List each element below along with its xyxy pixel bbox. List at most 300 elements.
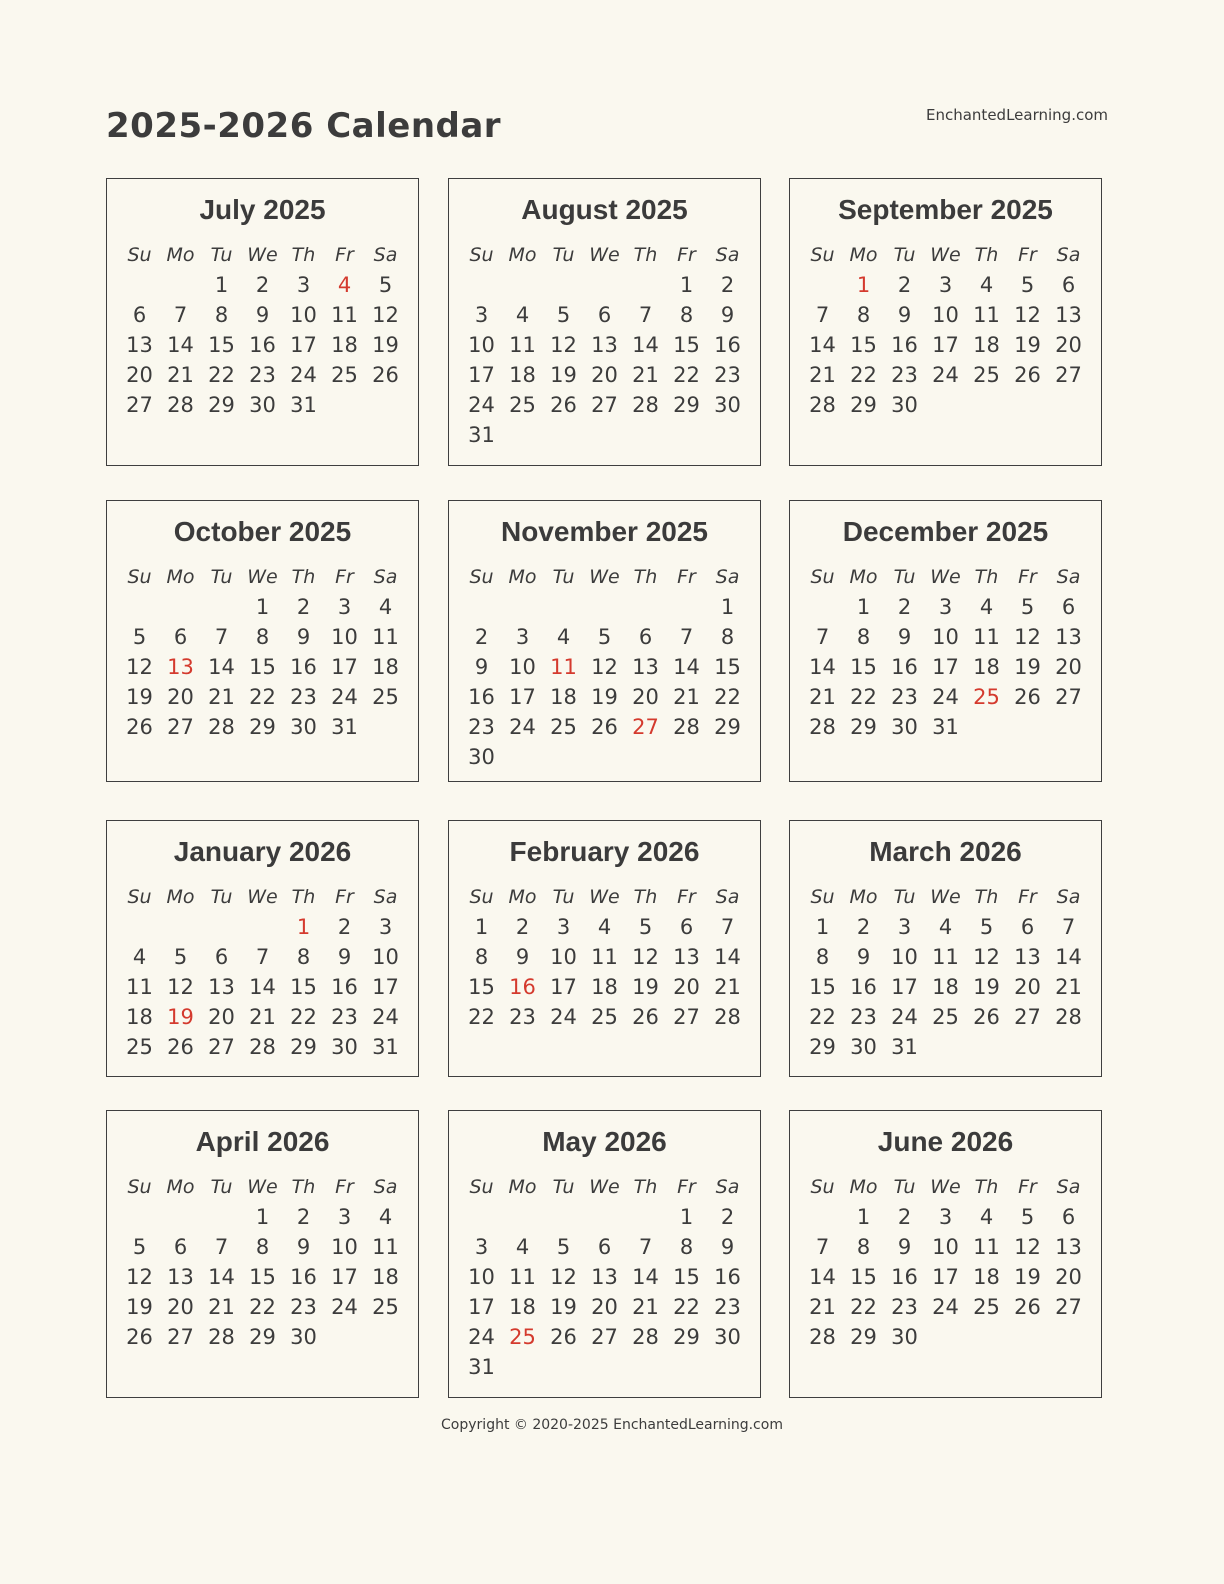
date-cell: 5 — [979, 915, 994, 939]
weekday-header: Th — [974, 244, 999, 266]
empty-cell — [1048, 1322, 1089, 1352]
date-cell: 28 — [632, 393, 659, 417]
date-cell: 30 — [249, 393, 276, 417]
date-cell: 17 — [509, 685, 536, 709]
date-cell: 6 — [173, 1235, 188, 1259]
date-cell: 6 — [1061, 1205, 1076, 1229]
date-cell: 4 — [979, 1205, 994, 1229]
date-cell: 26 — [126, 715, 153, 739]
date-cell: 5 — [556, 1235, 571, 1259]
date-cell: 15 — [249, 1265, 276, 1289]
date-cell: 7 — [173, 303, 188, 327]
date-cell: 17 — [468, 363, 495, 387]
weekday-header: Tu — [210, 244, 233, 266]
empty-cell — [584, 420, 625, 450]
date-cell: 9 — [720, 1235, 735, 1259]
date-cell: 28 — [809, 1325, 836, 1349]
date-cell: 25 — [372, 1295, 399, 1319]
date-cell: 18 — [932, 975, 959, 999]
date-cell: 12 — [126, 655, 153, 679]
date-cell: 20 — [591, 363, 618, 387]
empty-cell — [584, 1202, 625, 1232]
date-cell: 14 — [809, 1265, 836, 1289]
date-cell: 4 — [378, 1205, 393, 1229]
date-cell: 31 — [468, 423, 495, 447]
date-cell: 16 — [714, 333, 741, 357]
weekday-header-row — [119, 562, 406, 592]
date-cell: 3 — [938, 273, 953, 297]
week-row — [802, 942, 1089, 972]
weekday-header: Mo — [508, 886, 537, 908]
date-cell: 17 — [932, 333, 959, 357]
empty-cell — [160, 912, 201, 942]
weekday-header: We — [589, 886, 620, 908]
date-cell: 4 — [597, 915, 612, 939]
date-cell: 3 — [337, 595, 352, 619]
empty-cell — [707, 742, 748, 772]
empty-cell — [160, 592, 201, 622]
date-cell: 20 — [1055, 1265, 1082, 1289]
date-cell: 19 — [126, 1295, 153, 1319]
date-cell: 20 — [673, 975, 700, 999]
date-cell: 15 — [673, 333, 700, 357]
week-row — [461, 622, 748, 652]
week-row — [119, 300, 406, 330]
holiday-date: 25 — [509, 1325, 536, 1349]
date-cell: 1 — [679, 1205, 694, 1229]
date-cell: 16 — [891, 655, 918, 679]
empty-cell — [365, 712, 406, 742]
empty-cell — [461, 1202, 502, 1232]
date-cell: 24 — [468, 1325, 495, 1349]
date-cell: 9 — [897, 1235, 912, 1259]
date-cell: 2 — [474, 625, 489, 649]
weekday-header: Sa — [373, 1176, 398, 1198]
weekday-header: Su — [810, 566, 835, 588]
week-row — [461, 592, 748, 622]
date-cell: 8 — [720, 625, 735, 649]
date-cell: 31 — [290, 393, 317, 417]
holiday-date: 1 — [296, 915, 311, 939]
date-cell: 21 — [632, 363, 659, 387]
date-cell: 14 — [809, 655, 836, 679]
week-row — [802, 652, 1089, 682]
week-row — [461, 1292, 748, 1322]
week-row — [802, 712, 1089, 742]
date-cell: 31 — [891, 1035, 918, 1059]
holiday-date: 11 — [550, 655, 577, 679]
date-cell: 7 — [815, 625, 830, 649]
date-cell: 18 — [591, 975, 618, 999]
date-cell: 13 — [167, 1265, 194, 1289]
date-cell: 22 — [850, 363, 877, 387]
date-cell: 27 — [208, 1035, 235, 1059]
date-cell: 24 — [932, 1295, 959, 1319]
date-cell: 19 — [1014, 655, 1041, 679]
weekday-header: Sa — [1056, 244, 1081, 266]
date-cell: 27 — [591, 393, 618, 417]
month-title: July 2025 — [199, 194, 326, 225]
date-cell: 14 — [208, 655, 235, 679]
date-cell: 2 — [897, 273, 912, 297]
weekday-header: Mo — [849, 566, 878, 588]
date-cell: 26 — [167, 1035, 194, 1059]
weekday-header: Sa — [1056, 886, 1081, 908]
date-cell: 14 — [809, 333, 836, 357]
empty-cell — [201, 912, 242, 942]
week-row — [461, 1352, 748, 1382]
date-cell: 17 — [290, 333, 317, 357]
date-cell: 11 — [932, 945, 959, 969]
date-cell: 8 — [856, 625, 871, 649]
date-cell: 7 — [638, 303, 653, 327]
date-cell: 17 — [932, 1265, 959, 1289]
month-calendar — [106, 820, 419, 1077]
empty-cell — [502, 742, 543, 772]
weekday-header-row — [802, 240, 1089, 270]
weekday-header: Su — [810, 886, 835, 908]
date-cell: 27 — [1055, 363, 1082, 387]
date-cell: 23 — [290, 685, 317, 709]
weekday-header: We — [930, 1176, 961, 1198]
empty-cell — [543, 1352, 584, 1382]
empty-cell — [925, 1322, 966, 1352]
date-cell: 5 — [1020, 595, 1035, 619]
date-cell: 5 — [1020, 1205, 1035, 1229]
date-cell: 20 — [1055, 333, 1082, 357]
date-cell: 23 — [850, 1005, 877, 1029]
date-cell: 22 — [290, 1005, 317, 1029]
date-cell: 18 — [331, 333, 358, 357]
weekday-header: Mo — [849, 244, 878, 266]
date-cell: 25 — [932, 1005, 959, 1029]
month-calendar — [789, 820, 1102, 1077]
empty-cell — [502, 420, 543, 450]
weekday-header: We — [247, 566, 278, 588]
week-row — [461, 682, 748, 712]
date-cell: 3 — [897, 915, 912, 939]
date-cell: 12 — [167, 975, 194, 999]
weekday-header: Th — [633, 566, 658, 588]
date-cell: 16 — [850, 975, 877, 999]
date-cell: 1 — [474, 915, 489, 939]
empty-cell — [160, 1202, 201, 1232]
date-cell: 2 — [515, 915, 530, 939]
date-cell: 20 — [632, 685, 659, 709]
week-row — [119, 1002, 406, 1032]
date-cell: 10 — [550, 945, 577, 969]
empty-cell — [1007, 712, 1048, 742]
empty-cell — [1007, 390, 1048, 420]
date-cell: 26 — [1014, 1295, 1041, 1319]
empty-cell — [461, 592, 502, 622]
date-cell: 6 — [679, 915, 694, 939]
week-row — [461, 420, 748, 450]
date-cell: 28 — [167, 393, 194, 417]
weekday-header: We — [930, 886, 961, 908]
empty-cell — [543, 742, 584, 772]
weekday-header: Mo — [166, 244, 195, 266]
date-cell: 22 — [673, 1295, 700, 1319]
date-cell: 24 — [331, 685, 358, 709]
empty-cell — [1048, 1032, 1089, 1062]
month-calendar — [448, 178, 761, 466]
date-cell: 25 — [372, 685, 399, 709]
weekday-header: Mo — [508, 1176, 537, 1198]
empty-cell — [119, 1202, 160, 1232]
date-cell: 20 — [167, 685, 194, 709]
date-cell: 27 — [1014, 1005, 1041, 1029]
date-cell: 9 — [897, 625, 912, 649]
weekday-header: Tu — [552, 886, 575, 908]
empty-cell — [543, 420, 584, 450]
date-cell: 3 — [378, 915, 393, 939]
date-cell: 29 — [850, 1325, 877, 1349]
empty-cell — [543, 1202, 584, 1232]
week-row — [119, 330, 406, 360]
weekday-header: Fr — [1018, 566, 1037, 588]
weekday-header: Sa — [715, 566, 740, 588]
empty-cell — [502, 592, 543, 622]
date-cell: 31 — [331, 715, 358, 739]
week-row — [802, 972, 1089, 1002]
week-row — [802, 1292, 1089, 1322]
date-cell: 6 — [1061, 273, 1076, 297]
date-cell: 6 — [173, 625, 188, 649]
date-cell: 10 — [509, 655, 536, 679]
date-cell: 15 — [714, 655, 741, 679]
date-cell: 31 — [372, 1035, 399, 1059]
date-cell: 9 — [515, 945, 530, 969]
date-cell: 12 — [1014, 1235, 1041, 1259]
empty-cell — [502, 1202, 543, 1232]
date-cell: 4 — [132, 945, 147, 969]
date-cell: 19 — [973, 975, 1000, 999]
date-cell: 4 — [515, 1235, 530, 1259]
date-cell: 9 — [296, 1235, 311, 1259]
weekday-header: Th — [291, 1176, 316, 1198]
empty-cell — [1048, 390, 1089, 420]
date-cell: 16 — [891, 333, 918, 357]
date-cell: 1 — [255, 595, 270, 619]
weekday-header: Mo — [849, 1176, 878, 1198]
date-cell: 16 — [331, 975, 358, 999]
month-calendar — [448, 820, 761, 1077]
empty-cell — [625, 420, 666, 450]
page-title: 2025-2026 Calendar — [106, 106, 502, 146]
holiday-date: 4 — [337, 273, 352, 297]
date-cell: 6 — [1020, 915, 1035, 939]
weekday-header: Th — [633, 244, 658, 266]
month-grid — [119, 240, 406, 420]
week-row — [461, 1262, 748, 1292]
date-cell: 22 — [208, 363, 235, 387]
month-title: May 2026 — [542, 1126, 667, 1157]
week-row — [461, 1202, 748, 1232]
date-cell: 1 — [214, 273, 229, 297]
weekday-header: We — [589, 244, 620, 266]
date-cell: 11 — [591, 945, 618, 969]
date-cell: 24 — [932, 685, 959, 709]
date-cell: 7 — [815, 303, 830, 327]
date-cell: 16 — [714, 1265, 741, 1289]
date-cell: 22 — [249, 1295, 276, 1319]
empty-cell — [543, 592, 584, 622]
date-cell: 19 — [1014, 333, 1041, 357]
weekday-header: Su — [127, 566, 152, 588]
date-cell: 15 — [850, 333, 877, 357]
date-cell: 9 — [897, 303, 912, 327]
date-cell: 2 — [337, 915, 352, 939]
week-row — [802, 1032, 1089, 1062]
date-cell: 5 — [1020, 273, 1035, 297]
date-cell: 14 — [249, 975, 276, 999]
date-cell: 8 — [815, 945, 830, 969]
weekday-header: Sa — [373, 886, 398, 908]
date-cell: 23 — [290, 1295, 317, 1319]
date-cell: 17 — [550, 975, 577, 999]
date-cell: 17 — [372, 975, 399, 999]
weekday-header: Fr — [335, 886, 354, 908]
date-cell: 6 — [597, 303, 612, 327]
date-cell: 27 — [167, 715, 194, 739]
month-calendar — [106, 178, 419, 466]
week-row — [802, 1202, 1089, 1232]
date-cell: 26 — [632, 1005, 659, 1029]
month-calendar — [448, 1110, 761, 1398]
empty-cell — [625, 1352, 666, 1382]
date-cell: 8 — [679, 303, 694, 327]
weekday-header: Sa — [1056, 566, 1081, 588]
date-cell: 9 — [474, 655, 489, 679]
date-cell: 23 — [331, 1005, 358, 1029]
date-cell: 18 — [973, 333, 1000, 357]
date-cell: 30 — [714, 1325, 741, 1349]
weekday-header: Mo — [166, 886, 195, 908]
date-cell: 27 — [126, 393, 153, 417]
week-row — [119, 270, 406, 300]
weekday-header: Tu — [210, 566, 233, 588]
date-cell: 29 — [290, 1035, 317, 1059]
holiday-date: 19 — [167, 1005, 194, 1029]
month-calendar — [106, 1110, 419, 1398]
week-row — [119, 360, 406, 390]
date-cell: 28 — [1055, 1005, 1082, 1029]
week-row — [461, 652, 748, 682]
date-cell: 22 — [673, 363, 700, 387]
weekday-header: Fr — [335, 566, 354, 588]
weekday-header: Mo — [508, 244, 537, 266]
date-cell: 19 — [1014, 1265, 1041, 1289]
date-cell: 3 — [515, 625, 530, 649]
week-row — [461, 270, 748, 300]
date-cell: 23 — [249, 363, 276, 387]
week-row — [119, 912, 406, 942]
date-cell: 15 — [208, 333, 235, 357]
weekday-header: Tu — [552, 566, 575, 588]
weekday-header: Su — [469, 886, 494, 908]
empty-cell — [625, 270, 666, 300]
holiday-date: 16 — [509, 975, 536, 999]
weekday-header: Su — [810, 244, 835, 266]
empty-cell — [242, 912, 283, 942]
weekday-header: Fr — [1018, 886, 1037, 908]
date-cell: 9 — [296, 625, 311, 649]
weekday-header-row — [802, 1172, 1089, 1202]
date-cell: 30 — [891, 393, 918, 417]
date-cell: 12 — [632, 945, 659, 969]
date-cell: 30 — [891, 1325, 918, 1349]
week-row — [802, 390, 1089, 420]
date-cell: 14 — [632, 1265, 659, 1289]
date-cell: 14 — [714, 945, 741, 969]
empty-cell — [802, 270, 843, 300]
date-cell: 29 — [673, 393, 700, 417]
date-cell: 6 — [132, 303, 147, 327]
weekday-header: Fr — [677, 1176, 696, 1198]
date-cell: 19 — [372, 333, 399, 357]
date-cell: 24 — [550, 1005, 577, 1029]
month-grid — [461, 1172, 748, 1382]
date-cell: 30 — [850, 1035, 877, 1059]
week-row — [119, 1232, 406, 1262]
empty-cell — [160, 270, 201, 300]
weekday-header: Fr — [677, 886, 696, 908]
empty-cell — [966, 712, 1007, 742]
date-cell: 23 — [891, 363, 918, 387]
date-cell: 13 — [632, 655, 659, 679]
copyright-notice: Copyright © 2020-2025 EnchantedLearning.com — [441, 1417, 783, 1433]
date-cell: 21 — [714, 975, 741, 999]
date-cell: 15 — [290, 975, 317, 999]
date-cell: 5 — [132, 625, 147, 649]
weekday-header: We — [589, 566, 620, 588]
weekday-header: Tu — [210, 1176, 233, 1198]
weekday-header-row — [802, 562, 1089, 592]
weekday-header-row — [461, 562, 748, 592]
date-cell: 4 — [556, 625, 571, 649]
date-cell: 8 — [214, 303, 229, 327]
week-row — [461, 390, 748, 420]
empty-cell — [1007, 1032, 1048, 1062]
empty-cell — [461, 270, 502, 300]
date-cell: 1 — [856, 1205, 871, 1229]
date-cell: 26 — [550, 1325, 577, 1349]
empty-cell — [966, 390, 1007, 420]
date-cell: 25 — [973, 363, 1000, 387]
weekday-header: Fr — [677, 244, 696, 266]
date-cell: 13 — [1055, 625, 1082, 649]
month-title: December 2025 — [842, 516, 1049, 547]
date-cell: 14 — [673, 655, 700, 679]
week-row — [802, 300, 1089, 330]
week-row — [119, 652, 406, 682]
empty-cell — [119, 912, 160, 942]
weekday-header: We — [247, 1176, 278, 1198]
date-cell: 1 — [720, 595, 735, 619]
date-cell: 28 — [809, 393, 836, 417]
date-cell: 2 — [255, 273, 270, 297]
site-link[interactable]: EnchantedLearning.com — [926, 106, 1108, 124]
week-row — [119, 1322, 406, 1352]
date-cell: 27 — [673, 1005, 700, 1029]
date-cell: 8 — [296, 945, 311, 969]
weekday-header: Mo — [166, 566, 195, 588]
empty-cell — [201, 592, 242, 622]
empty-cell — [584, 742, 625, 772]
date-cell: 4 — [979, 595, 994, 619]
date-cell: 8 — [679, 1235, 694, 1259]
